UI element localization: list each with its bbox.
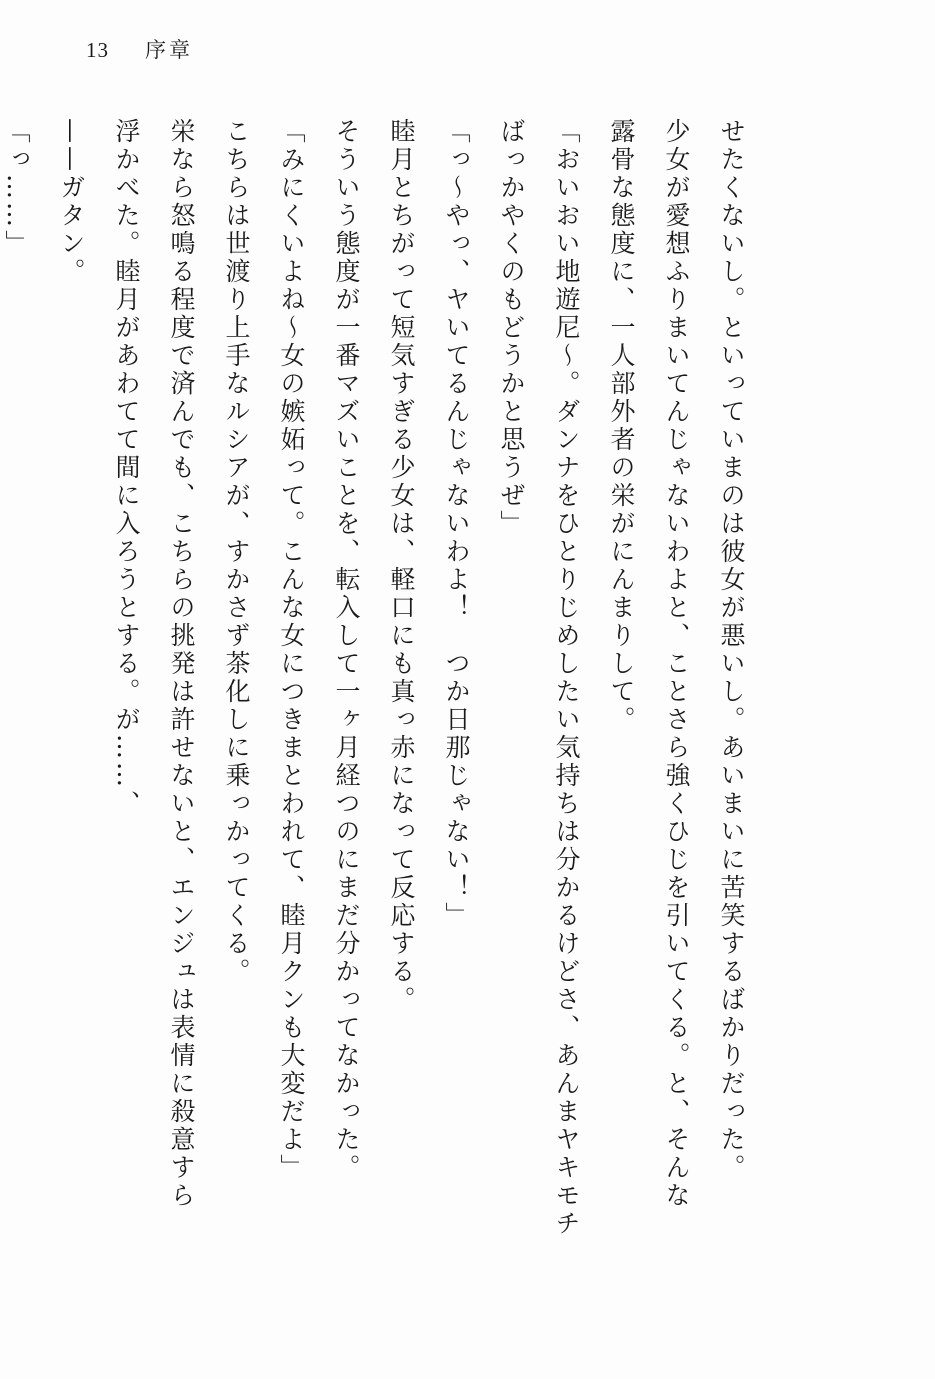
text-line: 睦月とちがって短気すぎる少女は、軽口にも真っ赤になって反応する。 bbox=[387, 118, 416, 1014]
text-line: 「っ……」 bbox=[2, 118, 31, 258]
text-line: ばっかやくのもどうかと思うぜ」 bbox=[497, 118, 526, 538]
text-line: 「おいおい地遊尼〜。ダンナをひとりじめしたい気持ちは分かるけどさ、あんまヤキモチ bbox=[552, 118, 581, 1238]
text-line: 露骨な態度に、一人部外者の栄がにんまりして。 bbox=[607, 118, 636, 734]
page-header bbox=[86, 34, 193, 64]
text-line: 少女が愛想ふりまいてんじゃないわよと、ことさら強くひじを引いてくる。と、そんな bbox=[662, 118, 691, 1210]
text-line: ——ガタン。 bbox=[57, 118, 86, 286]
chapter-title: 序章 bbox=[145, 38, 193, 62]
text-line: 栄なら怒鳴る程度で済んでも、こちらの挑発は許せないと、エンジュは表情に殺意すら bbox=[167, 118, 196, 1210]
vertical-body-text bbox=[2, 118, 759, 1278]
page-number: 13 bbox=[86, 38, 109, 62]
text-line: こちらは世渡り上手なルシアが、すかさず茶化しに乗っかってくる。 bbox=[222, 118, 251, 986]
text-line: せたくないし。といっていまのは彼女が悪いし。あいまいに苦笑するばかりだった。 bbox=[717, 118, 746, 1182]
text-line: そういう態度が一番マズいことを、転入して一ヶ月経つのにまだ分かってなかった。 bbox=[332, 118, 361, 1182]
text-line: 浮かべた。睦月があわてて間に入ろうとする。が……、 bbox=[112, 118, 141, 818]
text-line: 「みにくいよね〜女の嫉妬って。こんな女につきまとわれて、睦月クンも大変だよ」 bbox=[277, 118, 306, 1182]
text-line: 「っ〜やっ、ヤいてるんじゃないわよ！ つか日那じゃない！」 bbox=[442, 118, 471, 930]
